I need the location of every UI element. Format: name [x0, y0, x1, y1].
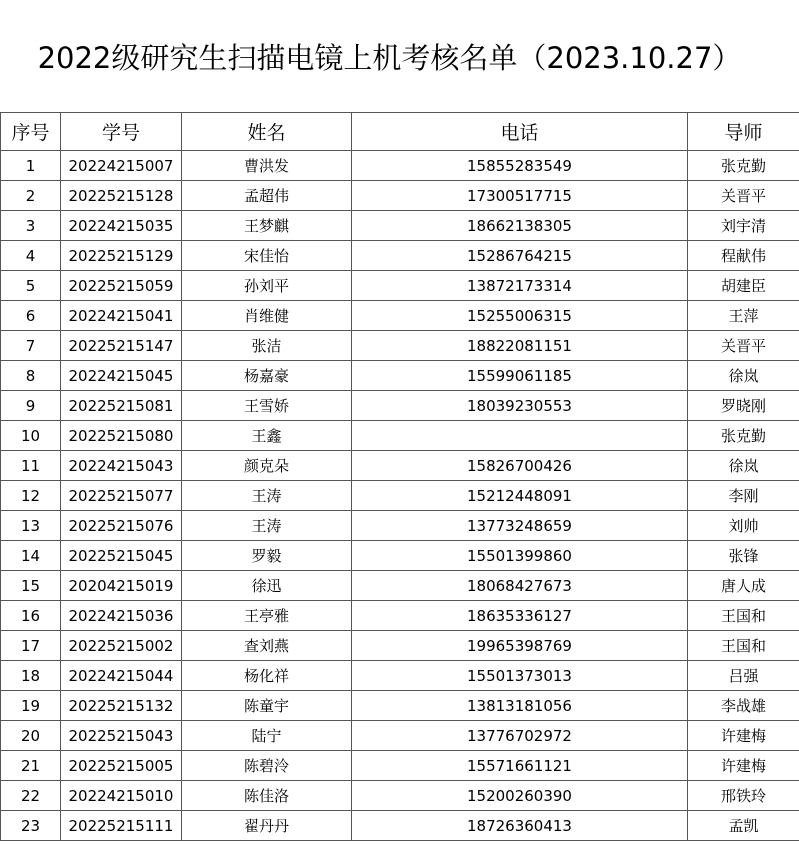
cell-seq: 21	[1, 751, 61, 781]
cell-advisor: 张锋	[688, 541, 799, 571]
cell-name: 王雪娇	[182, 391, 352, 421]
cell-advisor: 徐岚	[688, 361, 799, 391]
cell-student-id: 20224215041	[61, 301, 182, 331]
cell-seq: 19	[1, 691, 61, 721]
cell-phone: 15200260390	[352, 781, 688, 811]
cell-student-id: 20225215005	[61, 751, 182, 781]
table-row	[1, 481, 799, 511]
cell-name: 杨嘉豪	[182, 361, 352, 391]
cell-name: 翟丹丹	[182, 811, 352, 841]
table-row	[1, 271, 799, 301]
cell-phone: 15599061185	[352, 361, 688, 391]
table-row	[1, 181, 799, 211]
table-row	[1, 571, 799, 601]
table-row	[1, 391, 799, 421]
cell-seq: 4	[1, 241, 61, 271]
table-row	[1, 601, 799, 631]
cell-seq: 10	[1, 421, 61, 451]
cell-advisor: 王萍	[688, 301, 799, 331]
table-row	[1, 811, 799, 841]
cell-name: 陆宁	[182, 721, 352, 751]
cell-phone: 19965398769	[352, 631, 688, 661]
cell-advisor: 罗晓刚	[688, 391, 799, 421]
cell-phone: 18635336127	[352, 601, 688, 631]
table-row	[1, 511, 799, 541]
cell-advisor: 王国和	[688, 601, 799, 631]
cell-name: 孙刘平	[182, 271, 352, 301]
cell-phone: 15855283549	[352, 151, 688, 181]
cell-student-id: 20225215076	[61, 511, 182, 541]
cell-seq: 17	[1, 631, 61, 661]
cell-student-id: 20224215044	[61, 661, 182, 691]
cell-seq: 3	[1, 211, 61, 241]
cell-phone: 15826700426	[352, 451, 688, 481]
table-row	[1, 241, 799, 271]
cell-seq: 18	[1, 661, 61, 691]
cell-name: 孟超伟	[182, 181, 352, 211]
cell-student-id: 20225215081	[61, 391, 182, 421]
cell-seq: 16	[1, 601, 61, 631]
cell-student-id: 20224215035	[61, 211, 182, 241]
exam-roster-table	[0, 112, 799, 841]
table-row	[1, 361, 799, 391]
cell-student-id: 20224215036	[61, 601, 182, 631]
cell-phone	[352, 421, 688, 451]
cell-seq: 12	[1, 481, 61, 511]
cell-advisor: 孟凯	[688, 811, 799, 841]
cell-seq: 1	[1, 151, 61, 181]
cell-name: 宋佳怡	[182, 241, 352, 271]
cell-advisor: 王国和	[688, 631, 799, 661]
cell-student-id: 20225215111	[61, 811, 182, 841]
cell-name: 罗毅	[182, 541, 352, 571]
cell-student-id: 20225215080	[61, 421, 182, 451]
table-row	[1, 691, 799, 721]
cell-student-id: 20225215002	[61, 631, 182, 661]
cell-student-id: 20225215043	[61, 721, 182, 751]
cell-student-id: 20225215129	[61, 241, 182, 271]
table-row	[1, 781, 799, 811]
cell-advisor: 刘宇清	[688, 211, 799, 241]
cell-name: 王鑫	[182, 421, 352, 451]
table-row	[1, 421, 799, 451]
cell-phone: 18039230553	[352, 391, 688, 421]
cell-phone: 13813181056	[352, 691, 688, 721]
cell-advisor: 吕强	[688, 661, 799, 691]
cell-student-id: 20204215019	[61, 571, 182, 601]
cell-seq: 23	[1, 811, 61, 841]
cell-name: 杨化祥	[182, 661, 352, 691]
cell-seq: 9	[1, 391, 61, 421]
cell-name: 陈碧泠	[182, 751, 352, 781]
cell-phone: 18726360413	[352, 811, 688, 841]
cell-name: 王涛	[182, 511, 352, 541]
cell-student-id: 20225215128	[61, 181, 182, 211]
cell-phone: 13872173314	[352, 271, 688, 301]
cell-phone: 18662138305	[352, 211, 688, 241]
cell-name: 肖维健	[182, 301, 352, 331]
cell-seq: 5	[1, 271, 61, 301]
cell-student-id: 20225215077	[61, 481, 182, 511]
cell-advisor: 关晋平	[688, 331, 799, 361]
cell-phone: 15212448091	[352, 481, 688, 511]
cell-phone: 13776702972	[352, 721, 688, 751]
table-row	[1, 151, 799, 181]
cell-advisor: 关晋平	[688, 181, 799, 211]
cell-phone: 15501399860	[352, 541, 688, 571]
cell-name: 王涛	[182, 481, 352, 511]
cell-advisor: 程献伟	[688, 241, 799, 271]
cell-advisor: 张克勤	[688, 421, 799, 451]
header-advisor: 导师	[688, 113, 799, 151]
cell-seq: 7	[1, 331, 61, 361]
cell-seq: 14	[1, 541, 61, 571]
cell-seq: 15	[1, 571, 61, 601]
cell-name: 徐迅	[182, 571, 352, 601]
cell-name: 颜克朵	[182, 451, 352, 481]
cell-name: 曹洪发	[182, 151, 352, 181]
cell-seq: 22	[1, 781, 61, 811]
header-row	[1, 113, 799, 151]
table-row	[1, 631, 799, 661]
cell-seq: 6	[1, 301, 61, 331]
cell-seq: 2	[1, 181, 61, 211]
cell-seq: 8	[1, 361, 61, 391]
cell-advisor: 李战雄	[688, 691, 799, 721]
table-row	[1, 721, 799, 751]
cell-student-id: 20224215043	[61, 451, 182, 481]
header-phone: 电话	[352, 113, 688, 151]
cell-advisor: 许建梅	[688, 721, 799, 751]
cell-name: 陈佳洛	[182, 781, 352, 811]
cell-name: 王亭雅	[182, 601, 352, 631]
cell-advisor: 刘帅	[688, 511, 799, 541]
cell-name: 查刘燕	[182, 631, 352, 661]
cell-advisor: 许建梅	[688, 751, 799, 781]
cell-student-id: 20225215045	[61, 541, 182, 571]
cell-seq: 20	[1, 721, 61, 751]
cell-advisor: 李刚	[688, 481, 799, 511]
table-row	[1, 331, 799, 361]
cell-phone: 18068427673	[352, 571, 688, 601]
cell-student-id: 20225215132	[61, 691, 182, 721]
table-row	[1, 541, 799, 571]
cell-student-id: 20224215010	[61, 781, 182, 811]
cell-phone: 13773248659	[352, 511, 688, 541]
cell-student-id: 20225215059	[61, 271, 182, 301]
cell-phone: 18822081151	[352, 331, 688, 361]
cell-advisor: 唐人成	[688, 571, 799, 601]
table-row	[1, 301, 799, 331]
cell-advisor: 邢铁玲	[688, 781, 799, 811]
cell-phone: 15286764215	[352, 241, 688, 271]
cell-advisor: 张克勤	[688, 151, 799, 181]
cell-name: 王梦麒	[182, 211, 352, 241]
cell-advisor: 徐岚	[688, 451, 799, 481]
header-seq: 序号	[1, 113, 61, 151]
cell-advisor: 胡建臣	[688, 271, 799, 301]
table-row	[1, 211, 799, 241]
cell-phone: 15501373013	[352, 661, 688, 691]
cell-seq: 11	[1, 451, 61, 481]
page-title: 2022级研究生扫描电镜上机考核名单（2023.10.27）	[37, 41, 742, 75]
cell-phone: 15255006315	[352, 301, 688, 331]
cell-name: 张洁	[182, 331, 352, 361]
cell-phone: 15571661121	[352, 751, 688, 781]
table-row	[1, 661, 799, 691]
header-name: 姓名	[182, 113, 352, 151]
cell-student-id: 20225215147	[61, 331, 182, 361]
cell-student-id: 20224215007	[61, 151, 182, 181]
cell-name: 陈童宇	[182, 691, 352, 721]
table-row	[1, 751, 799, 781]
cell-seq: 13	[1, 511, 61, 541]
cell-phone: 17300517715	[352, 181, 688, 211]
header-student-id: 学号	[61, 113, 182, 151]
table-row	[1, 451, 799, 481]
cell-student-id: 20224215045	[61, 361, 182, 391]
